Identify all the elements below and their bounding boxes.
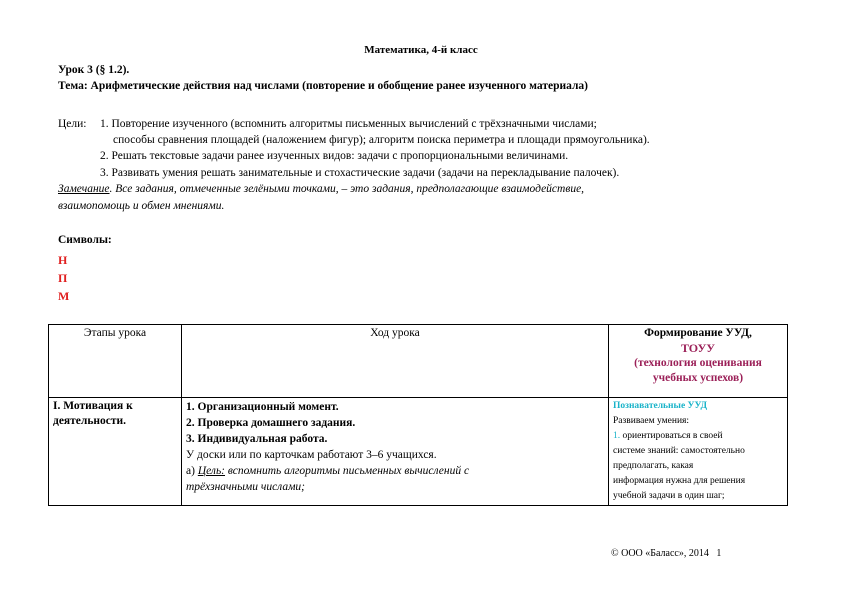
header-toyy-desc-2: учебных успехов) bbox=[652, 372, 744, 384]
symbol-p: П bbox=[58, 271, 68, 285]
uud-develop-label: Развиваем умения: bbox=[613, 416, 690, 426]
header-stages: Этапы урока bbox=[49, 325, 182, 398]
stage-motivation: I. Мотивация к деятельности. bbox=[49, 398, 182, 506]
lesson-topic: Тема: Арифметические действия над числами (повторение и обобщение ранее изученного материала) bbox=[58, 80, 589, 92]
uud-cell bbox=[609, 398, 788, 506]
note bbox=[58, 183, 584, 195]
header-toyy: ТОУУ bbox=[680, 341, 716, 355]
uud-line-2: системе знаний: самостоятельно bbox=[613, 446, 745, 456]
symbol-n: Н bbox=[58, 253, 68, 267]
uud-line-1-text: ориентироваться в своей bbox=[620, 431, 723, 441]
lesson-number: Урок 3 (§ 1.2). bbox=[58, 64, 130, 76]
note-label: Замечание bbox=[58, 183, 110, 195]
course-item-3: 3. Индивидуальная работа. bbox=[186, 433, 328, 445]
course-item-2: 2. Проверка домашнего задания. bbox=[186, 417, 356, 429]
table-row bbox=[49, 398, 788, 506]
lesson-table bbox=[48, 324, 788, 506]
copyright: © ООО «Баласс», 2014 bbox=[611, 548, 709, 559]
uud-cognitive-title: Познавательные УУД bbox=[613, 401, 708, 411]
goal-line-3: 2. Решать текстовые задачи ранее изученных видов: задачи с пропорциональными величинами. bbox=[100, 150, 569, 162]
board-text: У доски или по карточкам работают 3–6 учащихся. bbox=[186, 449, 437, 461]
uud-line-1 bbox=[613, 429, 783, 444]
header-uud bbox=[609, 325, 788, 398]
page-number: 1 bbox=[716, 548, 722, 559]
symbol-m: М bbox=[58, 289, 70, 303]
uud-number: 1. bbox=[613, 431, 621, 441]
course-item-1: 1. Организационный момент. bbox=[186, 401, 339, 413]
header-uud-title: Формирование УУД, bbox=[644, 327, 752, 339]
note-text-cont: взаимопомощь и обмен мнениями. bbox=[58, 200, 225, 212]
goal-a-text: вспомнить алгоритмы письменных вычислений с bbox=[225, 465, 470, 477]
header-course: Ход урока bbox=[182, 325, 609, 398]
symbols-label: Символы: bbox=[58, 234, 112, 246]
document-title: Математика, 4-й класс bbox=[364, 44, 478, 56]
goals-label: Цели: bbox=[58, 118, 87, 130]
goal-a-text-cont: трёхзначными числами; bbox=[186, 481, 306, 493]
goal-line-4: 3. Развивать умения решать занимательные и стохастические задачи (задачи на перекладывание палочек). bbox=[100, 167, 620, 179]
goal-a-prefix: а) bbox=[186, 465, 198, 477]
header-toyy-desc-1: (технология оценивания bbox=[634, 357, 762, 369]
uud-line-3: предполагать, какая bbox=[613, 461, 694, 471]
note-text: . Все задания, отмеченные зелёными точками, – это задания, предполагающие взаимодействие, bbox=[109, 183, 585, 195]
uud-line-4: информация нужна для решения bbox=[613, 476, 746, 486]
footer bbox=[611, 548, 721, 559]
uud-line-5: учебной задачи в один шаг; bbox=[613, 491, 725, 501]
goal-a-label: Цель: bbox=[197, 465, 226, 477]
goal-a bbox=[186, 463, 604, 479]
goal-line-1: 1. Повторение изученного (вспомнить алгоритмы письменных вычислений с трёхзначными числами; bbox=[100, 118, 597, 130]
goal-line-2: способы сравнения площадей (наложением фигур); алгоритм поиска периметра и площади прямоугольника). bbox=[113, 134, 650, 146]
table-header-row bbox=[49, 325, 788, 398]
